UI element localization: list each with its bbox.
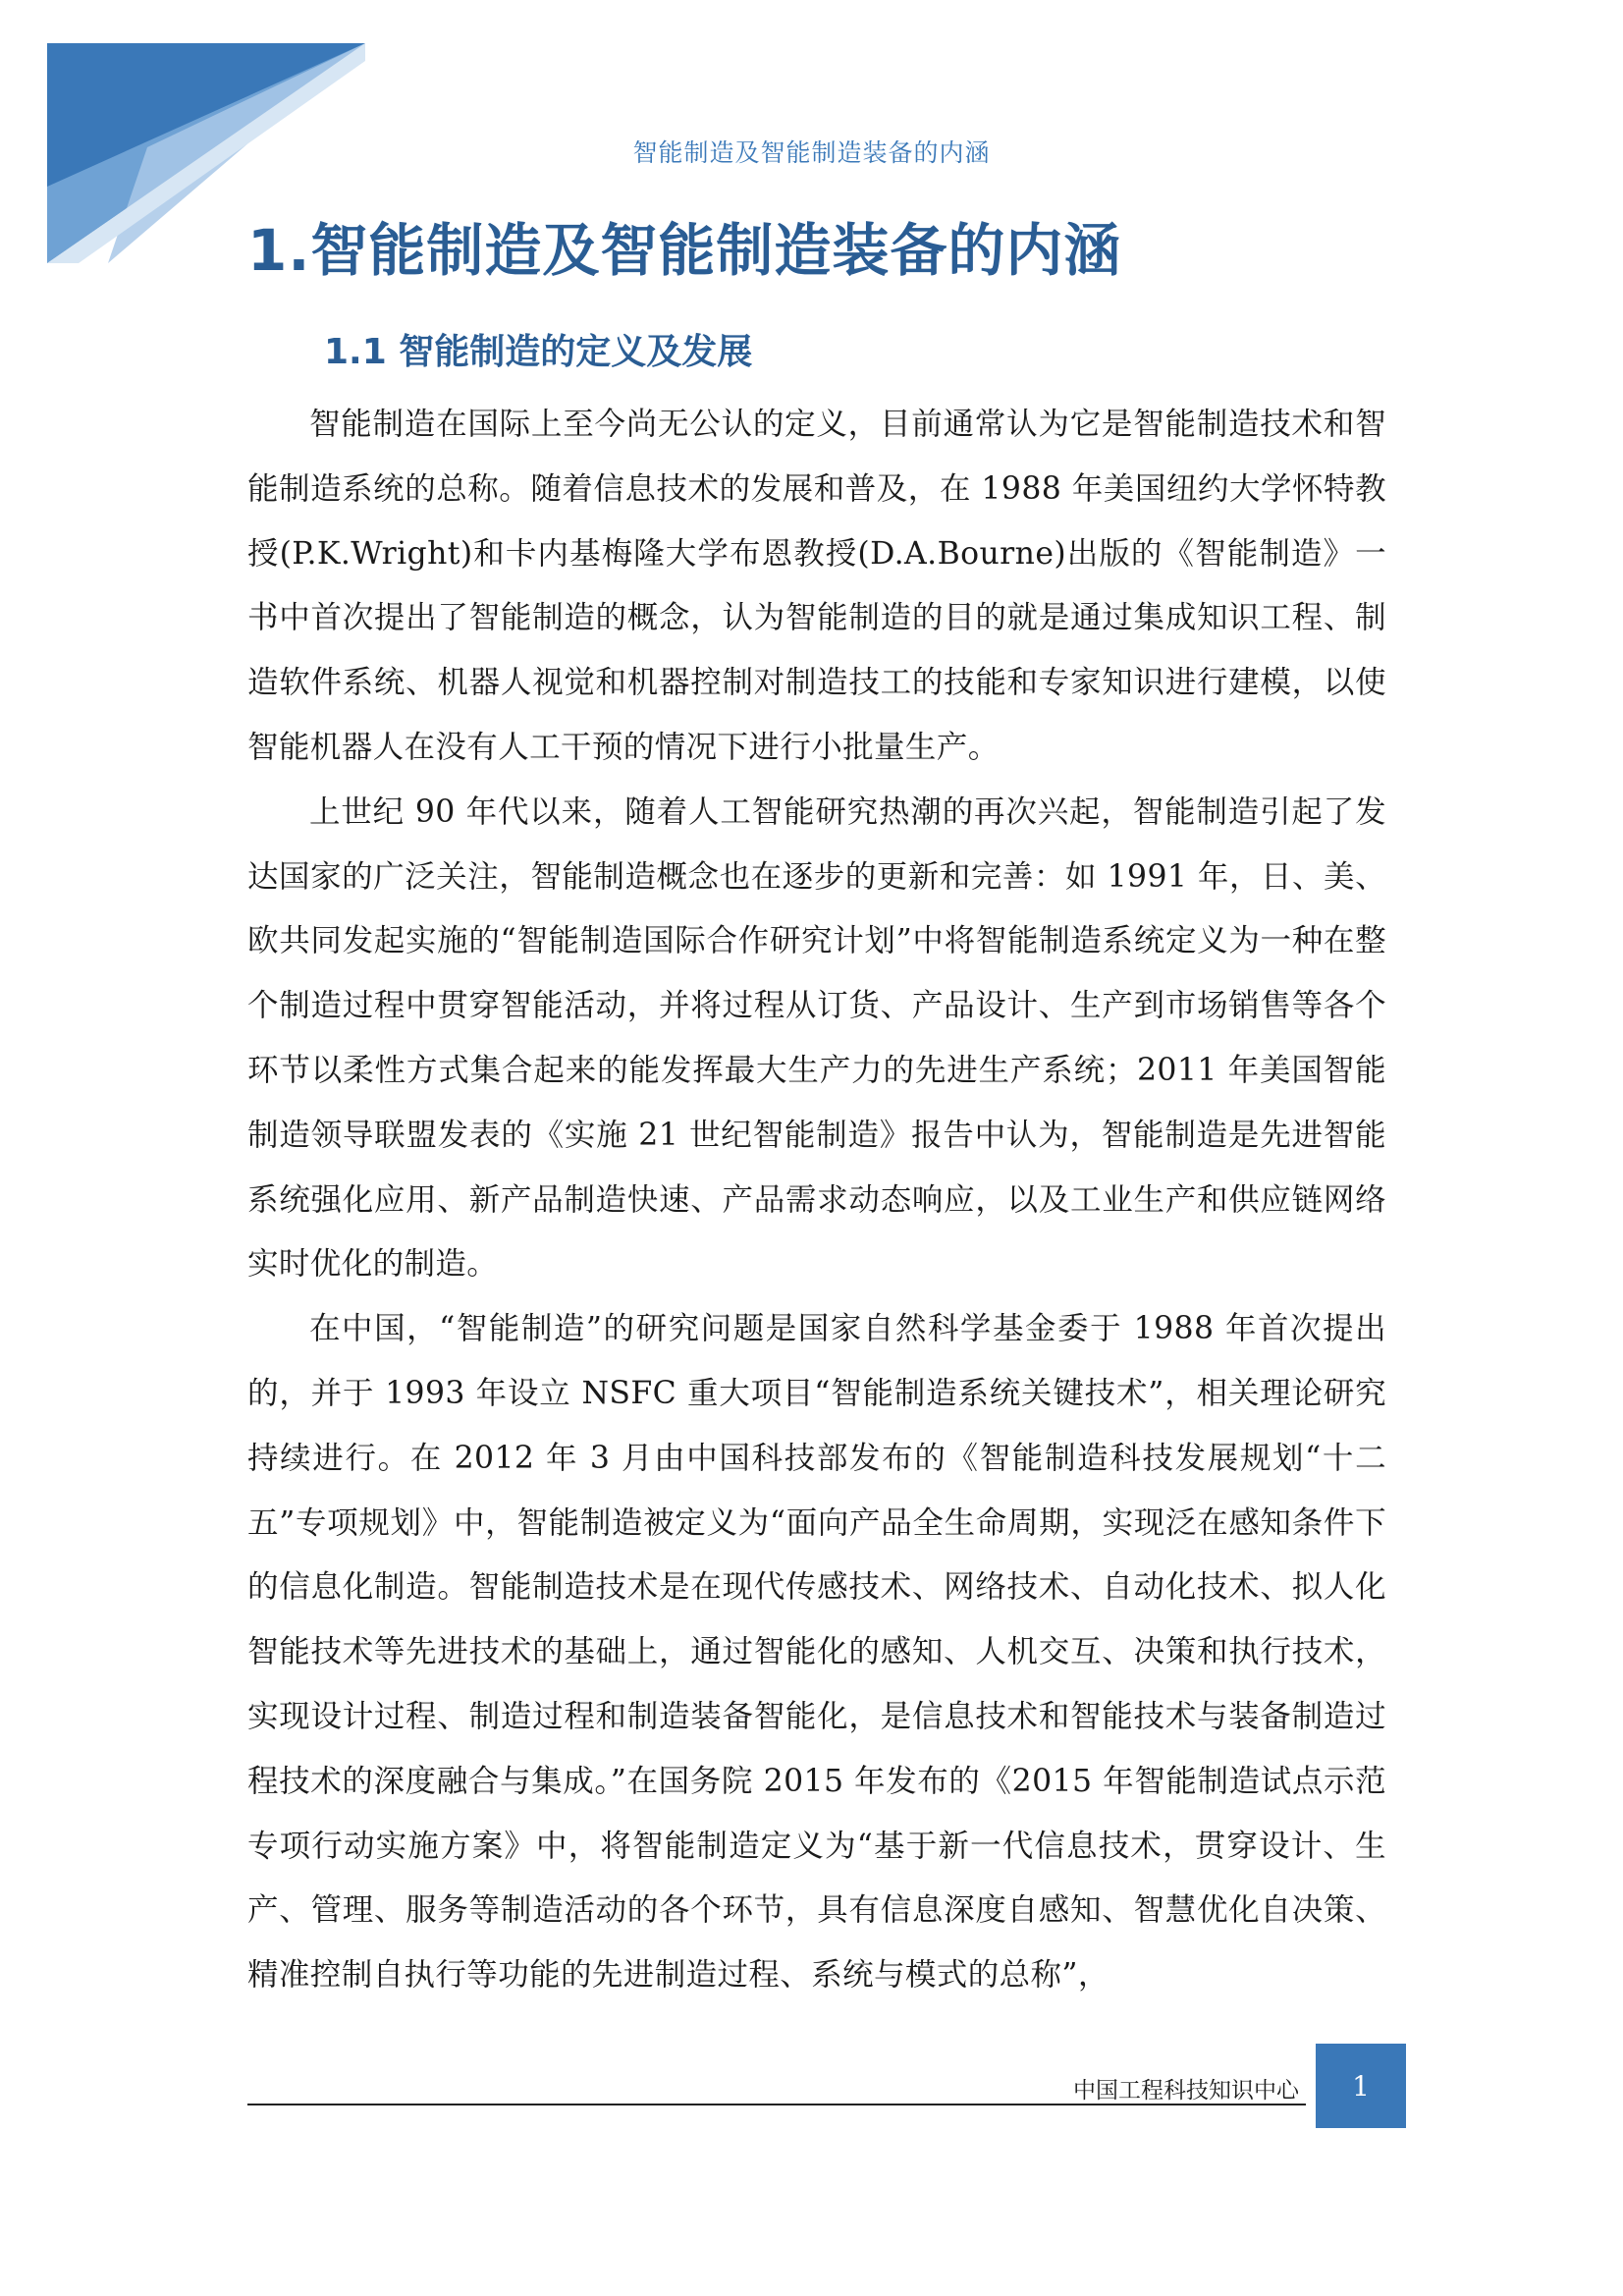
section-title: 1.1 智能制造的定义及发展	[324, 332, 753, 372]
page-number: 1	[1316, 2044, 1406, 2128]
paragraph: 上世纪 90 年代以来，随着人工智能研究热潮的再次兴起，智能制造引起了发达国家的广泛关注，智能制造概念也在逐步的更新和完善：如 1991 年，日、美、欧共同发起实施的“智能制造国际合作研究计划”中将智能制造系统定义为一种在整个制造过程中贯穿智能活动，并将过程从订货、产品设计、生产到市场销售等各个环节以柔性方式集合起来的能发挥最大生产力的先进生产系统；2011 年美国智能制造领导联盟发表的《实施 21 世纪智能制造》报告中认为，智能制造是先进智能系统强化应用、新产品制造快速、产品需求动态响应，以及工业生产和供应链网络实时优化的制造。	[247, 793, 1386, 1283]
footer-label: 中国工程科技知识中心	[1073, 2078, 1299, 2104]
running-header: 智能制造及智能制造装备的内涵	[632, 138, 991, 167]
paragraph: 智能制造在国际上至今尚无公认的定义，目前通常认为它是智能制造技术和智能制造系统的总称。随着信息技术的发展和普及，在 1988 年美国纽约大学怀特教授(P.K.Wright)和卡内基梅隆大学布恩教授(D.A.Bourne)出版的《智能制造》一书中首次提出了智能制造的概念，认为智能制造的目的就是通过集成知识工程、制造软件系统、机器人视觉和机器控制对制造技工的技能和专家知识进行建模，以使智能机器人在没有人工干预的情况下进行小批量生产。	[247, 407, 1386, 765]
paragraph: 在中国，“智能制造”的研究问题是国家自然科学基金委于 1988 年首次提出的，并于 1993 年设立 NSFC 重大项目“智能制造系统关键技术”，相关理论研究持续进行。在 2012 年 3 月由中国科技部发布的《智能制造科技发展规划“十二五”专项规划》中，智能制造被定义为“面向产品全生命周期，实现泛在感知条件下的信息化制造。智能制造技术是在现代传感技术、网络技术、自动化技术、拟人化智能技术等先进技术的基础上，通过智能化的感知、人机交互、决策和执行技术，实现设计过程、制造过程和制造装备智能化，是信息技术和智能技术与装备制造过程技术的深度融合与集成。”在国务院 2015 年发布的《2015 年智能制造试点示范专项行动实施方案》中，将智能制造定义为“基于新一代信息技术，贯穿设计、生产、管理、服务等制造活动的各个环节，具有信息深度自感知、智慧优化自决策、精准控制自执行等功能的先进制造过程、系统与模式的总称”，	[247, 1311, 1386, 1994]
chapter-title: 1.智能制造及智能制造装备的内涵	[247, 217, 1122, 284]
body-text	[247, 393, 1386, 2008]
